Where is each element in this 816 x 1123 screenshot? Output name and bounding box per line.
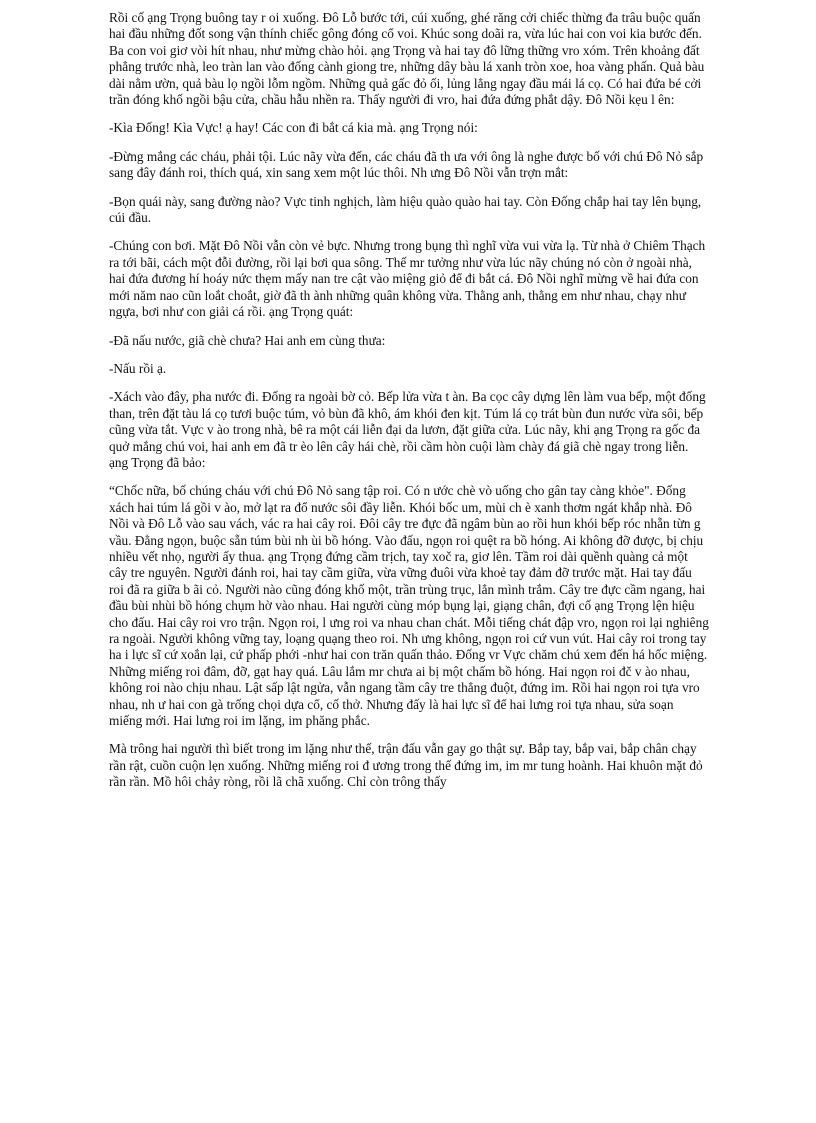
- paragraph: -Xách vào đây, pha nước đi. Đống ra ngoài bờ cỏ. Bếp lửa vừa t àn. Ba cọc cây dựng lên làm vua bếp, một đống than, trên đặt tàu lá cọ tươi buộc túm, vỏ bùn đã khô, ám khói đen kịt. Túm lá cọ trát bùn đun nước vừa sôi, bếp cũng vừa tắt. Vực v ào trong nhà, bê ra một cái liễn đại da lươn, đặt giữa cửa. Lúc nãy, khi ạng Trọng ra gốc đa quở mắng chú voi, hai anh em đã tr èo lên cây hái chè, rồi cầm hòn cuội làm chày đá giã chè ngay trong liễn. ạng Trọng đã bảo:: [109, 389, 706, 470]
- paragraph: Rồi cố ạng Trọng buông tay r oi xuống. Đô Lỗ bước tới, cúi xuống, ghé răng cởi chiếc thừng đa trâu buộc quấn hai đầu những đốt song vận thính chiếc gông đóng cổ voi. Khúc song doãi ra, vừa lúc hai con voi kia bước đến. Ba con voi giơ vòi hít nhau, như mừng chào hỏi. ạng Trọng và hai tay đô lững thững vro xóm. Trên khoảng đất phẳng trước nhà, leo tràn lan vào đống cành giong tre, những dây bàu lá xanh tròn xoe, hoa vàng phấn. Quả bàu dài nằm ườn, quả bàu lọ ngồi lỗm ngồm. Những quả gấc đỏ ối, lủng lẳng ngay đầu mái lá cọ. Có hai đứa bé cởi trần đóng khố ngồi bậu cửa, chầu hẫu nhền ra. Thấy người đi vro, hai đứa đứng phắt dậy. Đô Nồi kẹu l ên:: [109, 10, 705, 108]
- paragraph: -Chúng con bơi. Mặt Đô Nồi vẫn còn vẻ bực. Nhưng trong bụng thì nghĩ vừa vui vừa lạ. Từ nhà ở Chiêm Thạch ra tới bãi, cách một đỗi đường, rồi lại bơi qua sông. Thế mr tưởng như vừa lúc nãy chúng nó còn ở ngoài nhà, hai đứa đương hí hoáy nức thẹm mấy nan tre cật vào miệng giỏ để đi bắt cá. Đô Nồi nghĩ mừng về hai đứa con mới năm nao cũn loắt choắt, giờ đã th ành những quân không vừa. Thằng anh, thằng em như nhau, chạy như ngựa, bơi như con giải cá rồi. ạng Trọng quát:: [109, 238, 706, 320]
- paragraph: “Chốc nữa, bố chúng cháu với chú Đô Nỏ sang tập roi. Có n ước chè vò uống cho gân tay càng khỏe". Đống xách hai túm lá gồi v ào, mở lạt ra đổ nước sôi đầy liễn. Khói bốc um, mùi ch è xanh thơm ngát khắp nhà. Đô Nồi và Đô Lỗ vào sau vách, vác ra hai cây roi. Đôi cây tre đực đã ngâm bùn ao rồi hun khói bếp róc nhẵn từn g vầu. Đằng ngọn, buộc sẵn túm bùi nh ùi bồ hóng. Vào đấu, ngọn roi quệt ra bồ hóng. Ai không đỡ được, bị chịu nhiều vết nhọ, người ấy thua. ạng Trọng đứng cầm trịch, tay xoč ra, giơ lên. Tầm roi dài quềnh quàng cả một cây tre nguyên. Người đánh roi, hai tay cầm giữa, vừa vững đuôi vừa khoẻ tay đảm đỡ trước mặt. Hai tay đấu roi đã ra giữa b ãi cỏ. Người nào cũng đóng khố một, trần trùng trục, lẳn mình trắm. Cây tre đực cầm ngang, hai đầu bùi nhùi bồ hóng chụm hờ vào nhau. Hai người cùng móp bụng lại, giạng chân, đợi cố ạng Trọng lện hiệu cho đấu. Hai cây roi vro trận. Ngọn roi, l ưng roi va nhau chan chát. Mỗi tiếng chát đập vro, ngọn roi lại nghiêng ra ngoài. Người không vững tay, loạng quạng theo roi. Nh ưng không, ngọn roi cứ vun vút. Hai cây roi trong tay ha i lực sĩ cứ xoắn lại, cứ phấp phới -như hai con trăn quấn thảo. Đống vr Vực chăm chú xem đến há hốc miệng. Những miếng roi đâm, đỡ, gạt hay quá. Lâu lắm mr chưa ai bị một chấm bồ hóng. Hai ngọn roi đč v ào nhau, không roi nào chịu nhau. Lật sấp lật ngửa, vẫn ngang tầm cây tre thẳng đuột, đứng im. Rồi hai ngọn roi tựa vro nhau, nh ư hai con gà trống chọi dựa cổ, cố thở. Nhưng đấy là hai lực sĩ để hai lưng roi tựa nhau, sửa soạn miếng mới. Hai lưng roi im lặng, im phăng phắc.: [109, 483, 709, 729]
- paragraph: -Nấu rồi ạ.: [109, 360, 167, 376]
- document-body: [109, 10, 709, 803]
- paragraph: -Đã nấu nước, giã chè chưa? Hai anh em cùng thưa:: [109, 332, 386, 348]
- paragraph: -Kìa Đống! Kìa Vực! ạ hay! Các con đi bắt cá kia mà. ạng Trọng nói:: [109, 120, 478, 136]
- paragraph: -Bọn quái này, sang đường nào? Vực tinh nghịch, làm hiệu quào quào hai tay. Còn Đống chắp hai tay lên bụng, cúi đầu.: [109, 193, 702, 226]
- paragraph: -Đừng mắng các cháu, phải tội. Lúc nãy vừa đến, các cháu đã th ưa với ông là nghe được bố với chú Đô Nỏ sắp sang đây đánh roi, thích quá, xin sang xem một lúc thôi. Nh ưng Đô Nồi vẫn trợn mắt:: [109, 148, 704, 181]
- paragraph: Mà trông hai người thì biết trong im lặng như thế, trận đấu vẫn gay go thật sự. Bắp tay, bắp vai, bắp chân chạy rần rật, cuồn cuộn lẹn xuống. Những miếng roi đ ương trong thế đứng im, im mr tung hoành. Hai khuôn mặt đỏ rần rần. Mồ hôi chảy ròng, rồi lã chã xuống. Chỉ còn trông thấy: [109, 741, 703, 790]
